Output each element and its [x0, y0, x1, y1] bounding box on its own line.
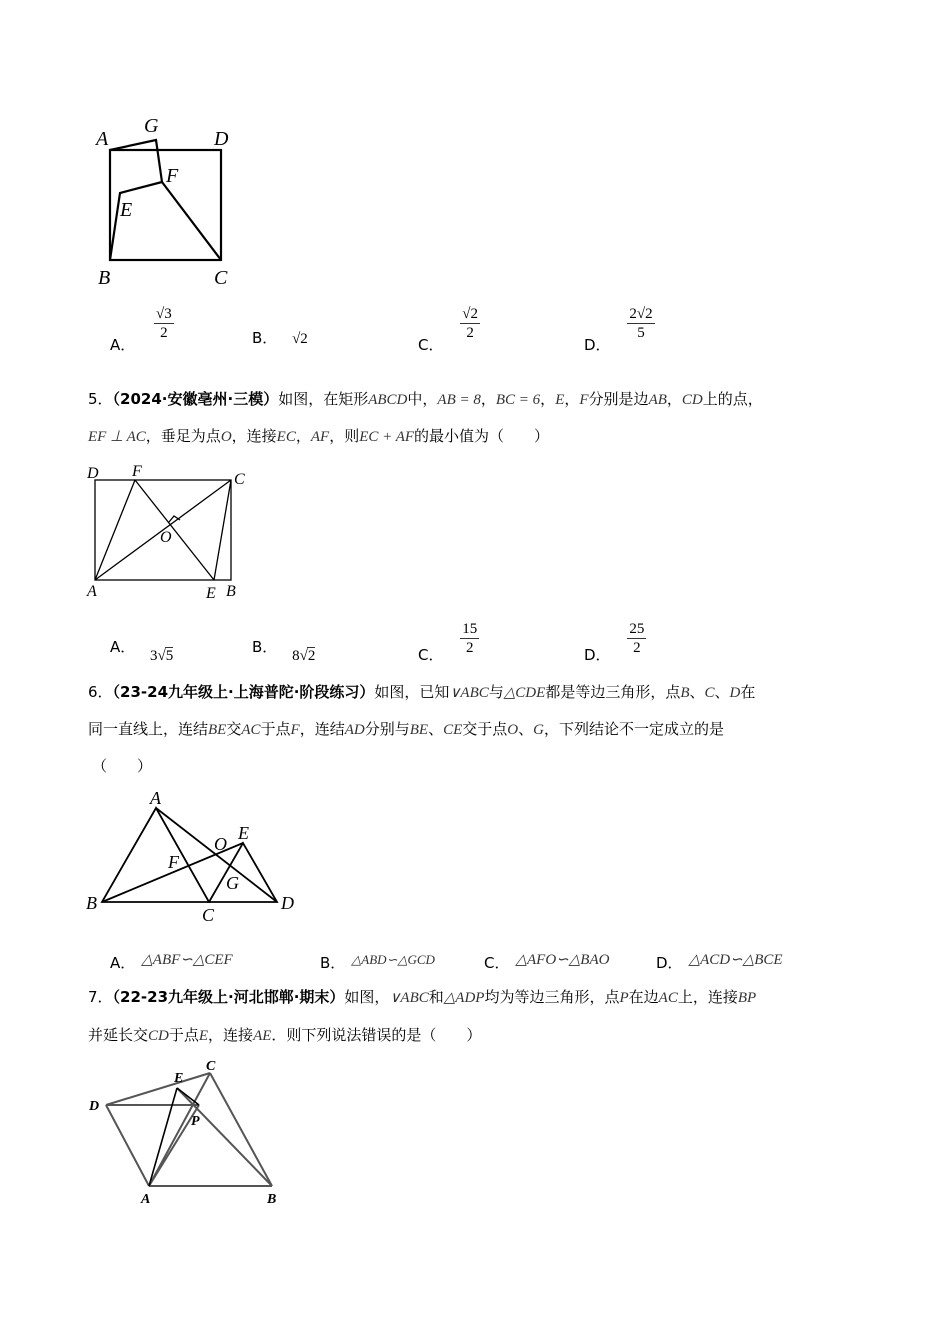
q7-source: （22-23九年级上·河北邯郸·期末）	[112, 988, 345, 1006]
q4-label-c: C	[214, 267, 228, 289]
q4-label-g: G	[144, 115, 159, 137]
q6-stem-line2: 同一直线上，连结BE交AC于点F，连结AD分别与BE、CE交于点O、G，下列结论不一定成立的是	[88, 720, 724, 738]
q5-label-f: F	[132, 463, 142, 480]
q6-option-b[interactable]: B． △ABD∽△GCD	[320, 952, 435, 972]
q7-label-c: C	[206, 1059, 216, 1074]
q4-option-b[interactable]: B． √2	[252, 329, 308, 347]
q4-option-d[interactable]: D． $\frac{2√2}{5}$	[584, 306, 653, 354]
q7-label-a: A	[141, 1192, 151, 1207]
q5-option-c[interactable]: C． $\frac{15}{2}$	[418, 621, 478, 664]
q5-number: 5．	[88, 390, 113, 408]
q5-figure	[80, 460, 255, 605]
q6-label-f: F	[168, 852, 179, 872]
q7-number: 7．	[88, 988, 113, 1006]
q5-option-d[interactable]: D． $\frac{25}{2}$	[584, 621, 645, 664]
q7-stem-line1: 7．（22-23九年级上·河北邯郸·期末）如图，∨ABC和△ADP均为等边三角形，点P在边AC上，连接BP	[88, 988, 757, 1006]
q6-label-c: C	[202, 905, 215, 925]
q7-label-b: B	[267, 1192, 277, 1207]
q6-source: （23-24九年级上·上海普陀·阶段练习）	[112, 683, 375, 701]
q4-label-a: A	[96, 128, 109, 150]
q5-label-c: C	[234, 471, 245, 488]
q6-label-g: G	[226, 873, 239, 893]
q6-number: 6．	[88, 683, 113, 701]
q4-option-a[interactable]: A． $\frac{√3}{2}$	[110, 306, 172, 354]
q6-stem-line3: （ ）	[92, 757, 153, 775]
q7-label-e: E	[174, 1071, 184, 1086]
q6-option-d[interactable]: D． △ACD∽△BCE	[656, 952, 783, 972]
q6-label-o: O	[214, 834, 227, 854]
q7-label-d: D	[89, 1099, 100, 1114]
q5-label-o: O	[160, 529, 172, 546]
q5-label-b: B	[226, 583, 236, 600]
q5-label-e: E	[206, 585, 216, 602]
q6-label-b: B	[86, 893, 97, 913]
q5-option-b[interactable]: B． 8√2	[252, 638, 316, 664]
q4-label-b: B	[98, 267, 111, 289]
q4-figure	[90, 110, 250, 295]
q6-label-d: D	[281, 893, 294, 913]
q5-stem-line1: 5．（2024·安徽亳州·三模）如图，在矩形ABCD中，AB = 8，BC = 6，E，F分别是边AB，CD上的点，	[88, 390, 763, 408]
q6-label-a: A	[150, 788, 161, 808]
q5-stem-line2: EF ⊥ AC，垂足为点O，连接EC，AF，则EC + AF的最小值为（ ）	[88, 427, 550, 445]
q7-stem-line2: 并延长交CD于点E，连接AE．则下列说法错误的是（ ）	[88, 1026, 482, 1044]
q4-label-f: F	[166, 165, 179, 187]
q6-stem-line1: 6．（23-24九年级上·上海普陀·阶段练习）如图，已知∨ABC与△CDE都是等边三角形，点B、C、D在	[88, 683, 756, 701]
q5-option-a[interactable]: A． 3√5	[110, 638, 174, 664]
q5-label-d: D	[87, 465, 99, 482]
q5-source: （2024·安徽亳州·三模）	[112, 390, 279, 408]
q6-option-c[interactable]: C． △AFO∽△BAO	[484, 952, 610, 972]
q4-option-c[interactable]: C． $\frac{√2}{2}$	[418, 306, 478, 354]
q6-figure	[80, 785, 305, 930]
q6-option-a[interactable]: A． △ABF∽△CEF	[110, 952, 233, 972]
q7-label-p: P	[191, 1114, 200, 1129]
q5-label-a: A	[87, 583, 97, 600]
q4-label-e: E	[120, 199, 133, 221]
q4-label-d: D	[214, 128, 229, 150]
q7-figure	[80, 1055, 295, 1215]
q6-label-e: E	[238, 823, 249, 843]
